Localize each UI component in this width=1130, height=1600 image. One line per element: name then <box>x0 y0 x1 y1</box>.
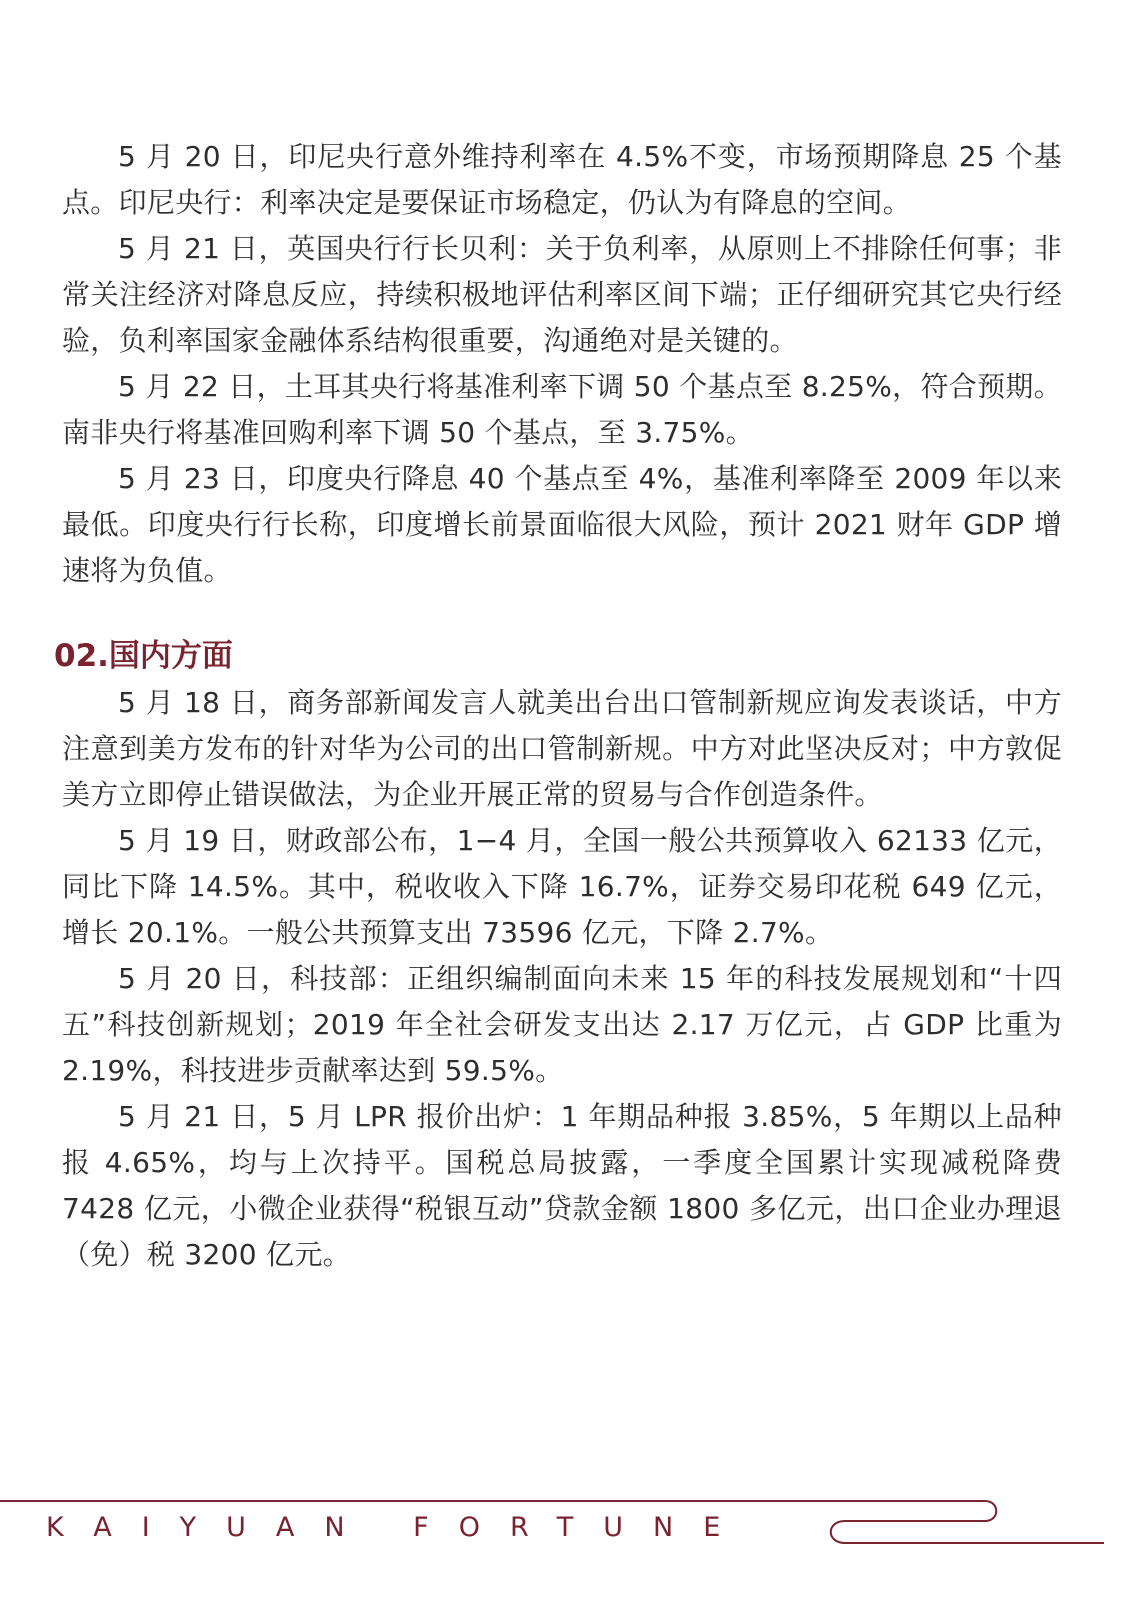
paragraph-domestic-3: 5 月 20 日，科技部：正组织编制面向未来 15 年的科技发展规划和“十四五”科技创新规划；2019 年全社会研发支出达 2.17 万亿元，占 GDP 比重为 2.19%，科技进步贡献率达到 59.5%。 <box>62 962 1062 1087</box>
paragraph-intl-1: 5 月 20 日，印尼央行意外维持利率在 4.5%不变，市场预期降息 25 个基点。印尼央行：利率决定是要保证市场稳定，仍认为有降息的空间。 <box>62 140 1062 219</box>
paragraph-intl-4: 5 月 23 日，印度央行降息 40 个基点至 4%，基准利率降至 2009 年以来最低。印度央行行长称，印度增长前景面临很大风险，预计 2021 财年 GDP 增速将为负值。 <box>62 462 1062 587</box>
paragraph-domestic-1: 5 月 18 日，商务部新闻发言人就美出台出口管制新规应询发表谈话，中方注意到美方发布的针对华为公司的出口管制新规。中方对此坚决反对；中方敦促美方立即停止错误做法，为企业开展正常的贸易与合作创造条件。 <box>62 686 1062 811</box>
paragraph-domestic-2: 5 月 19 日，财政部公布，1−4 月，全国一般公共预算收入 62133 亿元，同比下降 14.5%。其中，税收收入下降 16.7%，证券交易印花税 649 亿元，增长 20.1%。一般公共预算支出 73596 亿元，下降 2.7%。 <box>62 824 1062 949</box>
paragraph-intl-3: 5 月 22 日，土耳其央行将基准利率下调 50 个基点至 8.25%，符合预期。南非央行将基准回购利率下调 50 个基点，至 3.75%。 <box>62 370 1062 449</box>
document-body <box>54 134 1062 1278</box>
brand-wordmark: KAIYUAN FORTUNE <box>46 1512 751 1543</box>
paragraph-domestic-4: 5 月 21 日，5 月 LPR 报价出炉：1 年期品种报 3.85%，5 年期以上品种报 4.65%，均与上次持平。国税总局披露，一季度全国累计实现减税降费 7428 亿元，小微企业获得“税银互动”贷款金额 1800 多亿元，出口企业办理退（免）税 3200 亿元。 <box>62 1100 1062 1271</box>
section-title-domestic: 02.国内方面 <box>54 638 233 674</box>
paragraph-intl-2: 5 月 21 日，英国央行行长贝利：关于负利率，从原则上不排除任何事；非常关注经济对降息反应，持续积极地评估利率区间下端；正仔细研究其它央行经验，负利率国家金融体系结构很重要，沟通绝对是关键的。 <box>62 232 1062 357</box>
page-footer <box>0 1500 1130 1590</box>
